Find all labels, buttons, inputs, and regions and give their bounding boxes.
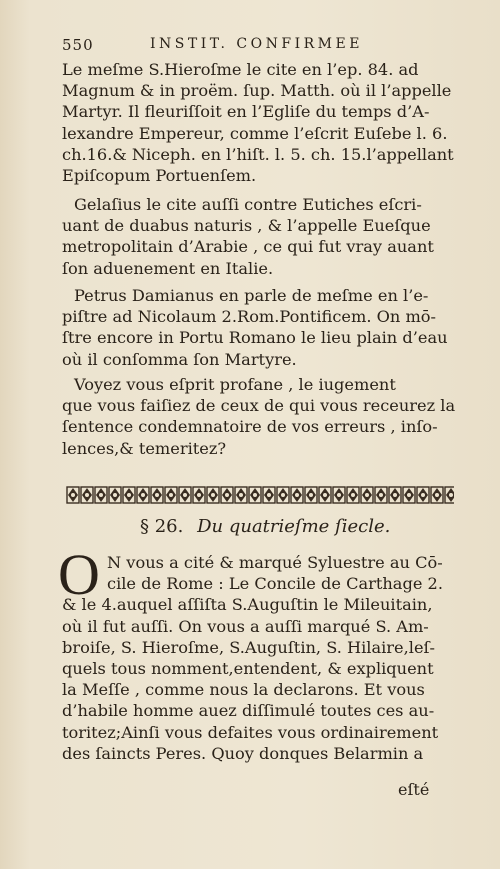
text-line: Le meſme S.Hieroſme le cite en l’ep. 84. ad xyxy=(62,60,419,79)
page-number: 550 xyxy=(62,36,94,54)
section-number: § 26. xyxy=(140,516,184,537)
text-line: Gelaſius le cite auſſi contre Eutiches eſcri- xyxy=(74,195,422,214)
running-header xyxy=(62,36,462,58)
text-line: & le 4.auquel aſſiſta S.Auguſtin le Mileuitain, xyxy=(62,595,433,615)
section-title: Du quatrieſme ſiecle. xyxy=(197,516,391,537)
text-line: Magnum & in proëm. ſup. Matth. où il l’appelle xyxy=(62,81,452,101)
section-heading xyxy=(140,516,440,537)
ornamental-rule xyxy=(66,484,454,506)
paragraph-3 xyxy=(62,285,458,370)
text-line: uant de duabus naturis , & l’appelle Eueſque xyxy=(62,216,431,236)
text-line: metropolitain d’Arabie , ce qui fut vray auant xyxy=(62,237,434,257)
paragraph-1 xyxy=(62,59,458,186)
text-line: ch.16.& Niceph. en l’hiſt. l. 5. ch. 15.l’appellant xyxy=(62,144,454,164)
text-line: lexandre Empereur, comme l’eſcrit Euſebe l. 6. xyxy=(62,123,448,143)
text-line: N vous a cité & marqué Syluestre au Cō- xyxy=(107,553,443,572)
text-line: quels tous nomment,entendent, & expliquent xyxy=(62,659,434,679)
text-line: où il conſomma ſon Martyre. xyxy=(62,349,297,369)
text-line: que vous faiſiez de ceux de qui vous receurez la xyxy=(62,396,456,416)
text-line: Petrus Damianus en parle de meſme en l’e- xyxy=(74,286,429,305)
paragraph-4 xyxy=(62,374,458,459)
text-line: Voyez vous eſprit profane , le iugement xyxy=(74,375,396,394)
text-line: où il fut auſſi. On vous a auſſi marqué S. Am- xyxy=(62,616,429,636)
text-line: la Meſſe , comme nous la declarons. Et vous xyxy=(62,680,425,700)
catchword: eſté xyxy=(398,780,430,799)
text-line: Epiſcopum Portuenſem. xyxy=(62,166,257,186)
text-line: lences,& temeritez? xyxy=(62,438,227,458)
text-line: d’habile homme auez diſſimulé toutes ces au- xyxy=(62,701,435,721)
paragraph-2 xyxy=(62,194,458,279)
text-line: piſtre ad Nicolaum 2.Rom.Pontificem. On mō- xyxy=(62,307,437,327)
text-line: ſentence condemnatoire de vos erreurs , inſo- xyxy=(62,417,438,437)
text-line: des ſaincts Peres. Quoy donques Belarmin a xyxy=(62,743,424,763)
text-line: ſon aduenement en Italie. xyxy=(62,258,274,278)
running-title: INSTIT. CONFIRMEE xyxy=(150,36,363,52)
text-line: toritez;Ainſi vous defaites vous ordinairement xyxy=(62,722,439,742)
text-line: Martyr. Il fleuriſſoit en l’Egliſe du temps d’A- xyxy=(62,102,430,122)
text-line: broiſe, S. Hieroſme, S.Auguſtin, S. Hilaire,leſ- xyxy=(62,637,435,657)
text-line: ſtre encore in Portu Romano le lieu plain d’eau xyxy=(62,328,448,348)
paragraph-5 xyxy=(62,552,458,764)
text-line: cile de Rome : Le Concile de Carthage 2. xyxy=(107,574,443,594)
drop-cap: O xyxy=(58,542,100,607)
